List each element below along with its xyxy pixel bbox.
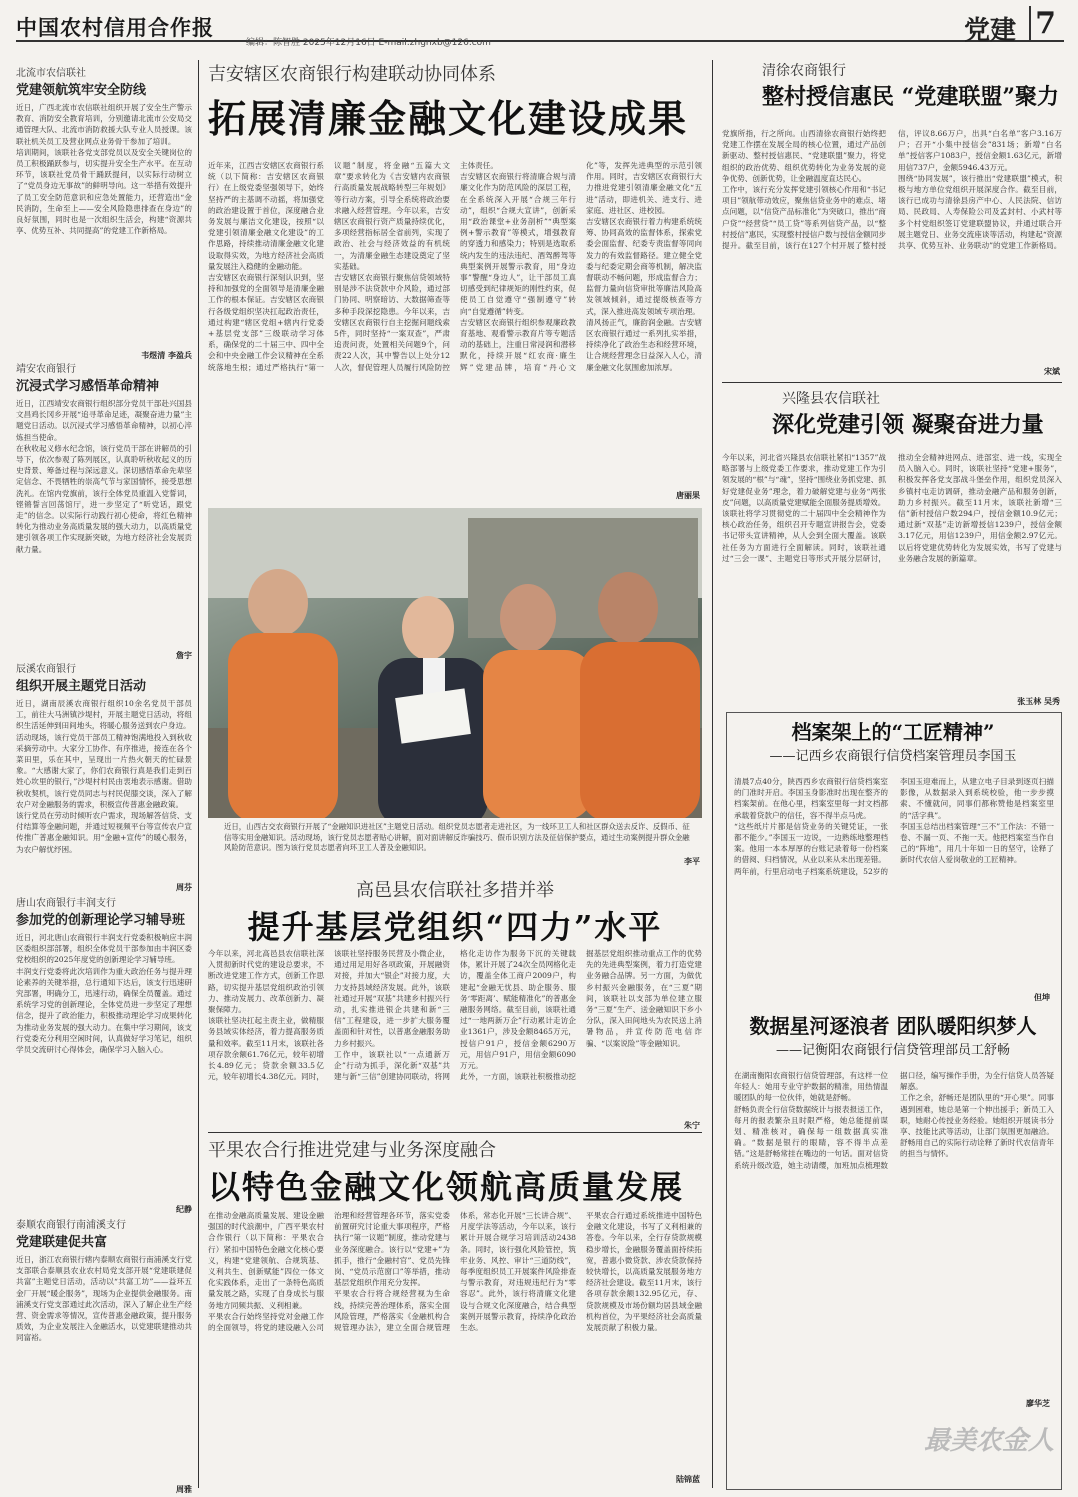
right-top-author: 宋斌 xyxy=(1044,366,1060,376)
left-brief-1 xyxy=(16,64,192,360)
right-box1-subtitle: ——记西乡农商银行信贷档案管理员李国玉 xyxy=(769,749,1017,764)
brief-author: 詹宇 xyxy=(176,650,192,660)
news-photo xyxy=(208,508,702,818)
photo-illustration xyxy=(208,508,702,818)
brief-body: 近日，河北唐山农商银行丰润支行党委积极响应丰润区委组织部部署，组织全体党员干部参加由丰润区委党校组织的2025年度党的创新理论学习辅导班。 丰润支行党委将此次培训作为重大政治任务与提升理论素养的关键举措，总行通知下达后，该支行迅速研究部署，明确分工，迅速行动，确保全员覆盖。通过系统学习党的创新理论，全体党员进一步坚定了理想信念，提升了政治能力，积极推动理论学习成果转化为推动业务发展的强大动力。在集中学习期间，该支行党委充分利用空闲时间，认真做好学习笔记，组织学员交流研讨心得体会，确保学习入脑入心。 xyxy=(16,933,192,1055)
article1-kicker: 吉安辖区农商银行构建联动协同体系 xyxy=(208,64,496,85)
right-mid-author: 张玉林 吴秀 xyxy=(1017,696,1060,706)
person-figures xyxy=(228,569,700,818)
brief-author: 纪静 xyxy=(176,1204,192,1214)
brief-institution: 唐山农商银行丰润支行 xyxy=(16,898,116,909)
article2-body: 今年以来，河北高邑县农信联社深入贯彻新时代党的建设总要求，不断改进党建工作方式，创新工作思路，切实提升基层党组织政治引领力、推动发展力、改革创新力、凝聚保障力。 该联社坚决扛起主责主业，做精服务县域实体经济，着力提高服务质量和效率。截至11月末，该联社各项存款余额61.76亿元，较年初增长4.89亿元；贷款余额33.5亿元，较年初增长4.38亿元。同时，该联社坚持服务民营及小微企业，通过用足用好各项政策，开展融资对接，并加大“银企”对接力度，大力支持县域经济发展。此外，该联社通过开展“双基”共建乡村振兴行动，扎实推进银企共建和新“三信”工程建设，进一步扩大服务覆盖面和针对性，以普惠金融服务助力乡村振兴。 工作中，该联社以“一点通新万企”行动为抓手，深化新“双基”共建与新“三信”创建协同联动，将网格化走访作为服务下沉的关键载体，累计开展了24次全员网格化走访，覆盖全体工商户2009户，构建起“金融无忧县、助企服务、服务‘零距离’、赋能精准化”的普惠金融服务网络。截至目前，该联社通过“一地两新万企”行动累计走访企业1361户，涉及金额8465万元，授信户91户，授信金额6290万元，用信户91户，用信金额6090万元。 此外，一方面，该联社积极推动挖掘基层党组织推动重点工作的优势先的先进典型案例，着力打造党建业务融合品牌。另一方面，为做优乡村振兴金融服务，在“三夏”期间，该联社以支部为单位建立服务“三夏”生产、送金融知识下乡小分队，深入田间地头为农民送上消暑物品，并宣传防范电信诈骗、“以案说险”等金融知识。 xyxy=(208,949,702,1082)
brief-author: 韦煜清 李盈兵 xyxy=(141,350,192,360)
brief-institution: 辰溪农商银行 xyxy=(16,664,76,675)
article1-body: 近年来，江西吉安辖区农商银行系统（以下简称：吉安辖区农商银行）在上级党委坚强领导下，始终坚持严的主基调不动摇，将加强党的政治建设置于首位，深度融合业务发展与廉洁文化建设，按照“以党建引领清廉金融文化建设”的工作思路，持续推动清廉金融文化建设取得实效，为地方经济社会高质量发展注入稳健的金融动能。 吉安辖区农商银行深刻认识到，坚持和加强党的全面领导是清廉金融工作的根本保证。吉安辖区农商银行各级党组织坚决扛起政治责任，通过构建“辖区党组+辖内行党委+基层党支部”三级联动学习体系，确保党的二十届三中、四中全会和中央金融工作会议精神在全系统落地生根；通过严格执行“第一议题”制度，将金融“五篇大文章”要求转化为《吉安辖内农商银行高质量发展战略转型三年规划》等行动方案，引导全系统将政治要求融入经营管理。今年以来，吉安辖区农商银行资产质量持续优化，多项经营指标居全省前列，实现了政治、社会与经济效益的有机统一，为清廉金融生态建设奠定了坚实基础。 吉安辖区农商银行聚焦信贷领域特别是涉不法贷款中介风险，通过部门协同、明察暗访、大数据筛查等多种手段深挖隐患。今年以来，吉安辖区农商银行自主挖掘问题线索5件，同时坚持“一案双查”，严肃追责问责，处置相关问题9个，问责22人次，其中警告以上处分12人次，督促管理人员履行风险防控主体责任。 吉安辖区农商银行将清廉合规与清廉文化作为防范风险的深层工程，在全系统深入开展“合规三年行动”，组织“合规大宣讲”，创新采用“政治课堂+业务剖析”“典型案例+警示教育”等模式，增强教育的穿透力和感染力；特别是选取系统内发生的违法违纪、酒驾醉驾等典型案例开展警示教育，用“身边事”警醒“身边人”，让干部员工真切感受到纪律规矩的刚性约束，促使员工自觉遵守“强制遵守”转向“自觉遵循”转变。 吉安辖区农商银行组织参观廉政教育基地、观看警示教育片等专题活动的基础上，注重日常浸润和潜移默化，持续开展“红农商·廉生辉”党建品牌，培育“丹心文化”等，发挥先进典型的示范引领作用。同时，吉安辖区农商银行大力推进党建引领清廉金融文化“五进”活动，即进机关、进支行、进家庭、进社区、进校园。 吉安辖区农商银行着力构建系统统筹、协同高效的监督体系，探索党委会面监督、纪委专责监督等同向发力的有效监督路径。建立健全党委与纪委定期会商等机制，解决监督联动不畅问题，形成监督合力；监督力量向信贷审批等廉洁风险高发领域倾斜，通过提级核查等方式，深入推进高发领域专项治理。 清风扬正气，廉韵润金融。吉安辖区农商银行通过一系列扎实举措，持续净化了政治生态和经营环境，让合规经营理念日益深入人心，清廉金融文化氛围愈加浓厚。 xyxy=(208,161,702,372)
brief-institution: 北流市农信联社 xyxy=(16,68,86,79)
article2-kicker: 高邑县农信联社多措并举 xyxy=(356,880,554,901)
right-mid-headline xyxy=(722,388,1062,448)
article3-body: 在推动金融高质量发展、建设金融强国的时代浪潮中，广西平果农村合作银行（以下简称：平果农合行）紧扣中国特色金融文化核心要义，构建“党建领航、合规筑基、义利共生、创新赋能”四位一体文化实践体系，走出了一条特色高质量发展之路，实现了自身成长与服务地方同频共振、义利相兼。 平果农合行始终坚持党对金融工作的全面领导，将党的建设融入公司治理和经营管理各环节，落实党委前置研究讨论重大事项程序，严格执行“第一议题”制度，推动党建与业务深度融合。该行以“党建+”为抓手，推行“金融村官”、党员先锋岗、“党员示范窗口”等举措，推动基层党组织作用充分发挥。 平果农合行将合规经营视为生命线，持续完善治理体系，落实全面风险管理，严格落实《金融机构合规管理办法》，建立全面合规管理体系，常态化开展“三长讲合规”、月度学法等活动，今年以来，该行累计开展合规学习培训活动2438条。同时，该行强化风险管控，筑牢业务、风控、审计“三道防线”，每季度组织员工开展案件风险排查与警示教育，对违规违纪行为“零容忍”。此外，该行将清廉文化建设与合规文化深度融合，结合典型案例开展警示教育，持续净化政治生态。 平果农合行通过系统推进中国特色金融文化建设，书写了义利相兼的答卷。今年以来，全行存贷款规模稳步增长，金融服务覆盖面持续拓宽，普惠小微贷款、涉农贷款保持较快增长，以高质量发展服务地方经济社会建设。截至11月末，该行各项存款余额132.95亿元，存、贷款规模及市场份额均居县域金融机构首位，为平果经济社会高质量发展贡献了积极力量。 xyxy=(208,1211,702,1333)
column-divider xyxy=(198,60,199,1488)
section-name: 党建 xyxy=(963,16,1016,46)
brief-author: 周芬 xyxy=(176,882,192,892)
brief-title: 党建领航筑牢安全防线 xyxy=(16,83,147,98)
right-box1-title: 档案架上的“工匠精神” xyxy=(791,720,995,744)
right-mid-title: 深化党建引领 凝聚奋进力量 xyxy=(772,412,1044,438)
brief-institution: 靖安农商银行 xyxy=(16,364,76,375)
right-top-title: 整村授信惠民 “党建联盟”聚力 xyxy=(762,84,1059,110)
left-brief-3 xyxy=(16,660,192,892)
brief-title: 组织开展主题党日活动 xyxy=(16,679,147,694)
right-box1-headline xyxy=(732,716,1054,772)
newspaper-name: 中国农村信用合作报 xyxy=(16,15,214,40)
article2-headline xyxy=(208,876,702,944)
article3-headline xyxy=(208,1136,702,1206)
section-divider xyxy=(722,382,1062,383)
photo-author: 李平 xyxy=(684,856,700,866)
right-box2-headline xyxy=(732,1010,1054,1066)
right-top-headline xyxy=(722,60,1062,120)
article3-author: 陆锦蓝 xyxy=(676,1474,700,1484)
editor-meta: 编辑：陈智胜 2025年12月16日 E-mail:zhgnxb@126.com xyxy=(246,38,491,48)
article3-kicker: 平果农合行推进党建与业务深度融合 xyxy=(208,1140,496,1161)
article1-title: 拓展清廉金融文化建设成果 xyxy=(208,96,689,141)
brief-body: 近日，江西靖安农商银行组织部分党员干部赴兴国县文昌鸡长冈乡开展“追寻革命足迹，凝聚奋进力量”主题党日活动。以沉浸式学习感悟革命精神，以初心淬炼担当使命。 在秋收起义修水纪念馆，该行党员干部在讲解员的引导下，依次参观了陈列展区，认真聆听秋收起义的历史背景、筹备过程与深远意义。深切感悟革命先辈坚定信念、不畏牺牲的崇高气节与家国情怀，接受思想洗礼。在馆内党旗前，该行全体党员重温入党誓词，铿锵誓言回荡馆厅，进一步坚定了“听党话，跟党走”的信念。以实际行动践行初心使命，将红色精神转化为推动业务高质量发展的强大动力，以高质量党建引领各项工作实现新突破，为地方经济社会发展贡献力量。 xyxy=(16,399,192,554)
page-header xyxy=(16,6,1064,48)
brief-institution: 泰顺农商银行南浦溪支行 xyxy=(16,1220,126,1231)
brief-title: 党建联建促共富 xyxy=(16,1235,108,1250)
left-brief-2 xyxy=(16,360,192,660)
article1-headline xyxy=(208,60,708,160)
page-number: 7 xyxy=(1029,6,1056,41)
article2-author: 朱宁 xyxy=(684,1120,700,1130)
right-box2-author: 廖华芝 xyxy=(1026,1398,1050,1408)
brief-title: 参加党的创新理论学习辅导班 xyxy=(16,913,186,928)
column-logo: 最美农金人 xyxy=(924,1426,1055,1456)
right-top-kicker: 清徐农商银行 xyxy=(762,63,846,79)
brief-body: 近日，广西北流市农信联社组织开展了安全生产警示教育、消防安全教育培训，分别邀请北流市公安局交通管理大队、北流市消防救援大队专业人员授课。该联社机关员工及营业网点业务骨干参加了培训。 培训期间，该联社各党支部党员以及安全关键岗位的员工积极踊跃参与，切实提升安全生产水平。在互动环节，该联社党员骨干踊跃提问，以实际行动树立了“党员身边无事故”的鲜明导向。这一举措有效提升了员工安全防范意识和应急处置能力，还营造出“金民消防，生命至上——安全风险隐患排查在身边”的良好氛围，同时也是一次组织生活会，构建“资源共享、优势互补、共同提高”的党建工作新格局。 xyxy=(16,103,192,236)
photo-caption: 近日，山西古交农商银行开展了“金融知识进社区”主题党日活动。组织党员志愿者走进社区，为一线环卫工人和社区群众送去反诈、反假币、征信等实用金融知识。活动现场，该行党员志愿者贴心讲解，面对面讲解反诈骗技巧、假币识别方法及征信保护要点，通过生动案例提升群众金融风险防范意识。图为该行党员志愿者向环卫工人普及金融知识。 xyxy=(224,822,690,852)
right-mid-body: 今年以来，河北省兴隆县农信联社紧扣“1357”战略部署与上级党委工作要求，推动党建工作为引领发展的“根”与“魂”，坚持“围绕业务抓党建、抓好党建促业务”理念，着力破解党建与业务“两张皮”问题，以高质量党建赋能全面服务提质增效。 该联社将学习贯彻党的二十届四中全会精神作为核心政治任务，组织召开专题宣讲报告会，党委书记带头宣讲精神，从人会到全面大覆盖。该联社任务为方面进行全面解读。同时，该联社通过“三会一课”、主题党日等形式开展分层研讨，推动全会精神进网点、进部室、进一线，实现全员入脑入心。同时，该联社坚持“党建+服务”，积极发挥各党支部战斗堡垒作用，组织党员深入乡镇村屯走访调研，推动金融产品和服务创新，助力乡村振兴。截至11月末，该联社新增“三信”新村授信户数294户，授信金额10.9亿元；通过新“双基”走访新增授信1239户，授信金额3.17亿元，用信1239户，用信金额2.97亿元。以后将党建优势转化为发展实效，书写了党建与业务融合发展的新篇章。 xyxy=(722,453,1062,563)
right-box1-body: 清晨7点40分，陕西西乡农商银行信贷档案室的门准时开启。李国玉身影准时出现在整齐的档案架前。在他心里，档案室里每一封文档都承载着贷款户的信任，容不得半点马虎。 “这些纸片片都是信贷业务的关键凭证，一张都不能少。”李国玉一边说，一边熟练地整理档案。他用一本本厚厚的台账记录着每一份档案的借阅、归档情况，从业以来从未出现差错。 两年前，行里启动电子档案系统建设，52岁的李国玉迎难而上，从建立电子目录到逐页扫描影像，从数据录入到系统校验，他一步步摸索、不懂就问，同事们都称赞他是档案室里的“活字典”。 李国玉总结出档案管理“三不”工作法：不错一卷、不漏一页、不拖一天。他把档案室当作自己的“阵地”，用几十年如一日的坚守，诠释了新时代农信人爱岗敬业的工匠精神。 xyxy=(734,777,1054,876)
article3-title: 以特色金融文化领航高质量发展 xyxy=(208,1168,685,1206)
left-brief-5 xyxy=(16,1216,192,1494)
brief-title: 沉浸式学习感悟革命精神 xyxy=(16,379,160,394)
section-divider xyxy=(208,1132,702,1133)
brief-body: 近日，浙江农商银行辖内泰顺农商银行南浦溪支行党支部联合泰顺县农业农村局党支部开展“党建联建促共富”主题党日活动，活动以“共富工坊”——益环五金厂开展“暖企服务”，现场为企业提供金融服务。南浦溪支行党支部通过此次活动，深入了解企业生产经营、资金需求等情况，宣传普惠金融政策，提升服务质效，为企业发展注入金融活水，以党建联建推动共同富裕。 xyxy=(16,1255,192,1343)
right-box2-title: 数据星河逐浪者 团队暖阳织梦人 xyxy=(749,1014,1037,1038)
left-brief-4 xyxy=(16,894,192,1214)
right-box2-subtitle: ——记衡阳农商银行信贷管理部员工舒畅 xyxy=(775,1043,1010,1058)
column-divider xyxy=(712,60,713,1488)
article2-title: 提升基层党组织“四力”水平 xyxy=(247,908,663,946)
brief-author: 周雅 xyxy=(176,1484,192,1494)
right-box2-body: 在湖南衡阳农商银行信贷管理部，有这样一位年轻人：她用专业守护数据的精准，用热情温暖团队的每一位伙伴，她就是舒畅。 舒畅负责全行信贷数据统计与报表报送工作，每月的报表繁杂且时限严格，她总能提前谋划、精准核对，确保每一组数据真实准确。“数据是银行的眼睛，容不得半点差错。”这是舒畅常挂在嘴边的一句话。面对信贷系统升级改造，她主动请缨，加班加点梳理数据口径，编写操作手册，为全行信贷人员答疑解惑。 工作之余，舒畅还是团队里的“开心果”。同事遇到困难，她总是第一个伸出援手；新员工入职，她耐心传授业务经验。她组织开展读书分享、技能比武等活动，让部门氛围更加融洽。舒畅用自己的实际行动诠释了新时代农信青年的担当与情怀。 xyxy=(734,1071,1054,1170)
right-box1-author: 但坤 xyxy=(1034,992,1050,1002)
brief-body: 近日，湖南辰溪农商银行组织10余名党员干部员工，前往大马洲镇沙堤村，开展主题党日活动，将组织生活延伸到田间地头，将暖心服务送到农户身边。 活动现场，该行党员干部员工精神饱满地投入到秋收采摘劳动中。大家分工协作、有序推进，接连在各个菜田里，乐在其中，呈现出一片热火朝天的忙碌景象。“大感谢大家了，你们农商银行真是我们走到百姓心坎里的银行，”沙堤村村民由衷地表示感谢。借助秋收契机，该行党员同志与村民促膝交谈，深入了解农户对金融服务的需求，积极宣传普惠金融政策。 该行党员在劳动时倾听农户需求，现场解答信贷、支付结算等金融问题，并通过短视频平台等宣传农户宣传推广普惠金融知识。用“金融+宣传”的暖心服务，为农户解忧纾困。 xyxy=(16,699,192,854)
article1-author: 唐丽果 xyxy=(676,490,700,500)
right-mid-kicker: 兴隆县农信联社 xyxy=(782,391,880,407)
right-top-body: 党旗所指，行之所向。山西清徐农商银行始终把党建工作摆在发展全局的核心位置，通过产品创新驱动、整村授信惠民、“党建联盟”聚力，将党组织的政治优势、组织优势转化为业务发展的竞争优势、创新优势，让金融温度直达民心。 工作中，该行充分发挥党建引领核心作用和“书记项目”领航带动效应，聚焦信贷业务中的难点、堵点问题，以“信贷产品标准化”为突破口，推出“商户贷”“经营贷”“员工贷”等系列信贷产品，以“整村授信”惠民，实现整村授信户数与授信金额同步提升。截至目前，该行在127个村开展了整村授信，评议8.66万户，出具“白名单”客户3.16万户；召开“小集中授信会”831场；新增“白名单”授信客户1083户，授信金额1.63亿元，新增用信737户，金额5946.43万元。 围绕“协同发展”，该行推出“党建联盟”模式，积极与地方单位党组织开展深度合作。截至目前，该行已成功与清徐县房产中心、人民法院、信访局、民政局、人寿保险公司及孟封村、小武村等多个村党组织签订党建联盟协议，并通过联合开展主题党日、业务交流座谈等活动，构建起“资源共享、优势互补、业务联动”的党建工作新格局。 xyxy=(722,129,1062,251)
